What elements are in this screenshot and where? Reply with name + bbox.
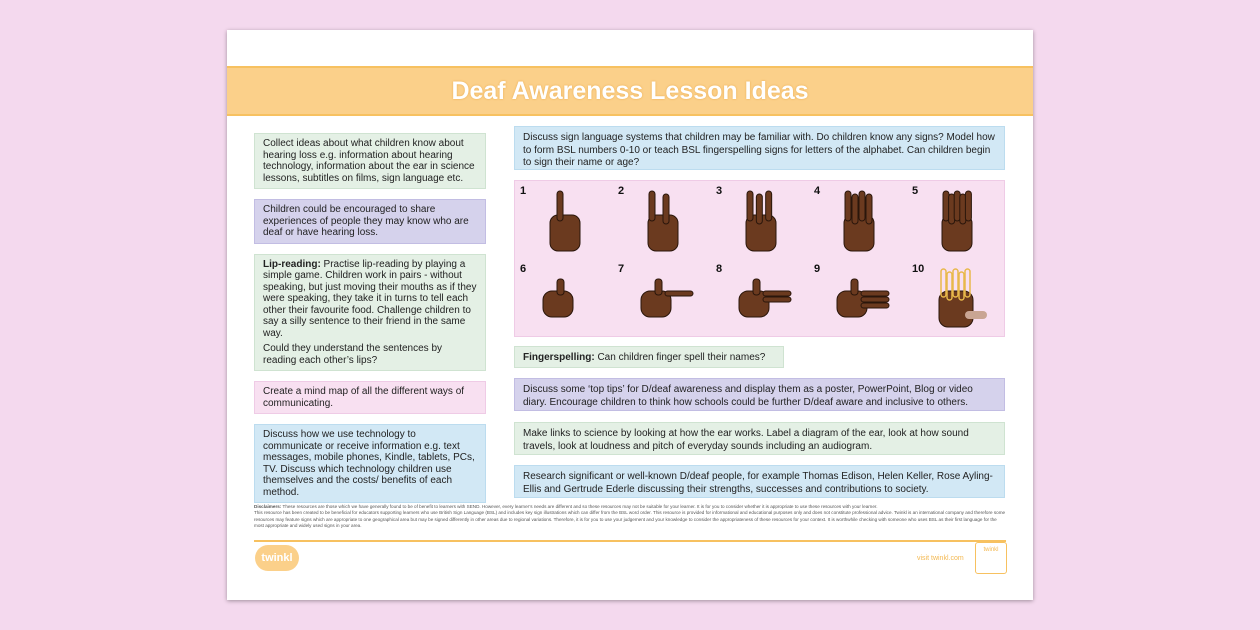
idea-heading: Lip-reading: bbox=[263, 258, 321, 270]
hand-sign-icon bbox=[827, 183, 897, 257]
disclaimer-text: This resource has been created to be beneficial for educators supporting learners who use British Sign Language (BSL) and includes key sign illustrations which can differ from the BSL word order. This resource is provided for informational and educational purposes only and does not constitute professional advice. Twinkl is an international company and therefore some resources may feature signs which are appropriate to one geographical area but may be signed differently in other areas due to regional variations. Therefore, it is for you to use your judgement and your knowledge to consider the appropriateness of these resources for your context. It is worthwhile checking with someone who uses BSL as their first language for the most appropriate and widely used signs in your area. bbox=[254, 510, 1006, 529]
idea-text: Create a mind map of all the different ways of communicating. bbox=[263, 386, 465, 409]
sign-number: 9 bbox=[814, 263, 821, 275]
idea-box bbox=[254, 381, 486, 414]
footer-divider bbox=[254, 540, 1006, 542]
sign-cell bbox=[613, 181, 711, 259]
twinkl-logo[interactable]: twinkl bbox=[255, 545, 299, 571]
idea-text: Research significant or well-known D/deaf people, for example Thomas Edison, Helen Keller, Rose Ayling-Ellis and Gertrude Ederle discussing their strengths, successes and contributions to society. bbox=[523, 471, 993, 495]
sign-cell bbox=[711, 181, 809, 259]
website-link[interactable]: visit twinkl.com bbox=[917, 555, 964, 562]
idea-text: Collect ideas about what children know about hearing loss e.g. information about hearing technology, information about the ear in science lessons, subtitles on films, sign language etc. bbox=[263, 138, 475, 184]
idea-box bbox=[514, 465, 1005, 498]
sign-cell bbox=[515, 181, 613, 259]
idea-text: Discuss sign language systems that children may be familiar with. Do children know any signs? Model how to form BSL numbers 0-10 or teach BSL fingerspelling signs for letters of the alphabet. Can children begin to sign their name or age? bbox=[523, 132, 995, 168]
page-title: Deaf Awareness Lesson Ideas bbox=[451, 76, 809, 105]
sign-number: 1 bbox=[520, 185, 527, 197]
hand-sign-icon bbox=[631, 261, 701, 335]
sign-number: 2 bbox=[618, 185, 625, 197]
idea-text: Practise lip-reading by playing a simple game. Children work in pairs - without speaking, but just moving their mouths as if they were speaking, they take it in turns to tell each other their favourite food. Challenge children to say a silly sentence to their friend in the same way. bbox=[263, 258, 477, 339]
hand-sign-icon bbox=[631, 183, 701, 257]
sign-cell bbox=[907, 181, 1005, 259]
idea-box bbox=[254, 199, 486, 244]
idea-text: Discuss some ‘top tips’ for D/deaf awareness and display them as a poster, PowerPoint, Blog or video diary. Encourage children to think how schools could be further D/deaf aware and inclusive to others. bbox=[523, 384, 973, 408]
sign-cell bbox=[907, 259, 1005, 337]
idea-text: Children could be encouraged to share experiences of people they may know who are deaf or have hearing loss. bbox=[263, 204, 469, 238]
sign-cell bbox=[809, 259, 907, 337]
idea-box bbox=[254, 424, 486, 503]
sign-number: 8 bbox=[716, 263, 723, 275]
disclaimer-text: These resources are those which we have generally found to be of benefit to learners with SEND. However, every learner’s needs are different and so these resources may not be suitable for your learner. It is for you to consider whether it is appropriate to use these resources with your learner. bbox=[281, 504, 878, 509]
disclaimer bbox=[254, 504, 1006, 530]
idea-box bbox=[514, 422, 1005, 455]
idea-box bbox=[514, 378, 1005, 411]
sign-cell bbox=[809, 181, 907, 259]
title-banner bbox=[227, 66, 1033, 116]
worksheet-page bbox=[227, 30, 1033, 600]
idea-box bbox=[254, 133, 486, 189]
hand-sign-icon bbox=[925, 183, 995, 257]
lip-reading-box bbox=[254, 254, 486, 372]
bsl-number-signs bbox=[514, 180, 1005, 337]
hand-sign-icon bbox=[729, 261, 799, 335]
sign-number: 3 bbox=[716, 185, 723, 197]
sign-number: 7 bbox=[618, 263, 625, 275]
idea-box bbox=[514, 126, 1005, 170]
hand-sign-icon bbox=[827, 261, 897, 335]
fingerspelling-box bbox=[514, 346, 784, 368]
sign-number: 5 bbox=[912, 185, 919, 197]
idea-text: Discuss how we use technology to communicate or receive information e.g. text messages, mobile phones, Kindle, tablets, PCs, TV. Discuss which technology children use themselves and the costs/ benefits of each method. bbox=[263, 429, 475, 498]
left-column bbox=[254, 133, 486, 503]
disclaimer-heading: Disclaimers: bbox=[254, 504, 282, 509]
twinkl-badge: twinkl bbox=[975, 542, 1007, 574]
hand-sign-icon bbox=[925, 261, 995, 335]
sign-number: 4 bbox=[814, 185, 821, 197]
idea-text: Make links to science by looking at how the ear works. Label a diagram of the ear, look at how sound travels, look at loudness and pitch of everyday sounds including an audiogram. bbox=[523, 428, 969, 452]
hand-sign-icon bbox=[533, 261, 603, 335]
sign-cell bbox=[711, 259, 809, 337]
sign-number: 10 bbox=[912, 263, 925, 275]
hand-sign-icon bbox=[533, 183, 603, 257]
sign-cell bbox=[515, 259, 613, 337]
idea-text: Can children finger spell their names? bbox=[594, 352, 766, 363]
idea-text: Could they understand the sentences by reading each other’s lips? bbox=[263, 343, 443, 366]
idea-heading: Fingerspelling: bbox=[523, 352, 595, 363]
sign-cell bbox=[613, 259, 711, 337]
hand-sign-icon bbox=[729, 183, 799, 257]
sign-number: 6 bbox=[520, 263, 527, 275]
